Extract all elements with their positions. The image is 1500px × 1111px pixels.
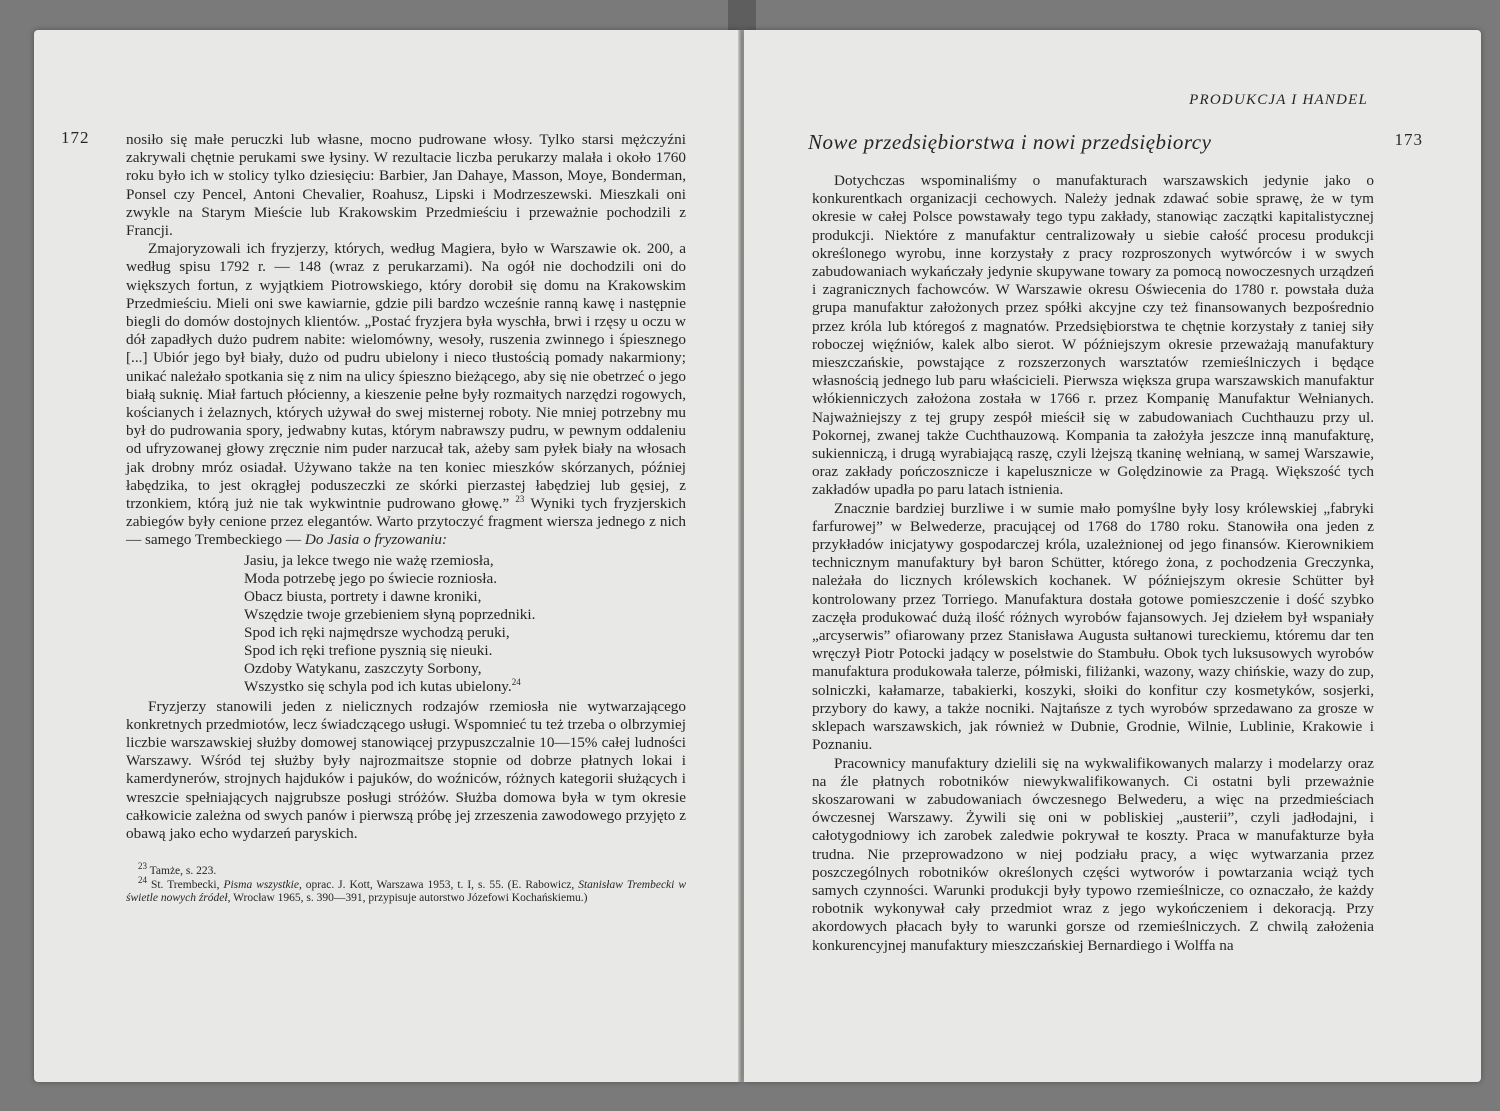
poem-line: Moda potrzebę jego po świecie rozniosła. xyxy=(244,569,498,587)
poem-line: Ozdoby Watykanu, zaszczyty Sorbony, xyxy=(244,659,482,677)
left-page xyxy=(34,30,740,1082)
left-page-text xyxy=(126,131,686,906)
footnote: $^{23}$ Tamże, s. 223. xyxy=(138,861,217,878)
poem-title: Do Jasia o fryzowaniu: xyxy=(304,531,448,549)
paragraph: nosiło się małe peruczki lub własne, mocno pudrowane włosy. Tylko starsi mężczyźni zakrywali chętnie perukami swe łysiny. W rezultacie liczba perukarzy malała i około 1760 roku było ich w stolicy tylko dziesięciu: Barbier, Jan Dahaye, Masson, Moye, Bonderman, Ponsel czy Pencel, Antoni Chevalier, Roahusz, Lipski i Modrzeszewski. Mieszkali oni zwykle na Starym Mieście lub Krakowskim Przedmieściu i przeważnie pochodzili z Francji. xyxy=(126,131,686,240)
paragraph: Pracownicy manufaktury dzielili się na wykwalifikowanych malarzy i modelarzy oraz na źle płatnych robotników niewykwalifikowanych. Ci ostatni byli przeważnie skoszarowani w zabudowaniach ówczesnego Belwederu, a więc na przedmieściach ówczesnej Warszawy. Żywili się oni w pobliskiej „austerii”, czyli jadłodajni, i całotygodniowy ich zarobek zaledwie pokrywał te koszty. Praca w manufakturze była trudna. Nie przeprowadzono w niej podziału pracy, a więc wytwarzania przez poszczególnych robotników określonych części wytworów i powtarzania wciąż tych samych czynności. Warunki produkcji były typowo rzemieślnicze, co oznaczało, że każdy robotnik wykonywał cały przedmiot wraz z jego wykończeniem i dekoracją. Przy akordowych płacach były to warunki gorsze od rzemieślniczych. Z chwilą założenia konkurencyjnej manufaktury mieszczańskiej Bernardiego i Wolffa na xyxy=(812,754,1374,954)
poem-line: Spod ich ręki najmędrsze wychodzą peruki, xyxy=(244,623,510,641)
footnotes xyxy=(126,861,686,906)
paragraph: Znacznie bardziej burzliwe i w sumie mało pomyślne były losy królewskiej „fabryki farfurowej” w Belwederze, pracującej od 1768 do 1780 roku. Stanowiła ona jeden z przykładów inicjatywy gospodarczej króla, uzależnionej od jego finansów. Kierownikiem technicznym manufaktury był baron Schütter, którego żona, z pochodzenia Greczynka, należała do licznych królewskich kochanek. W późniejszym okresie Schütter był kontrolowany przez Torriego. Manufaktura dostała gotowe pomieszczenie i dość szybko zaczęła produkować dużą ilość różnych wyrobów fajansowych. Jej dziełem był wspaniały „arcyserwis” ofiarowany przez Stanisława Augusta sułtanowi tureckiemu, któremu dar ten wręczył Piotr Potocki jadący w poselstwie do Stambułu. Obok tych luksusowych wyrobów manufaktura produkowała talerze, półmiski, filiżanki, wazony, wazy chińskie, wazy do zup, solniczki, kałamarze, tabakierki, koszyki, słoiki do konfitur czy kosmetyków, sosjerki, przybory do kawy, a także nocniki. Najtańsze z tych wyrobów sprzedawano za grosze w sklepach warszawskich, jak również w Dubnie, Grodnie, Wilnie, Lublinie, Krakowie i Poznaniu. xyxy=(812,499,1374,754)
footnote: $^{24}$ St. Trembecki, Pisma wszystkie, oprac. J. Kott, Warszawa 1953, t. I, s. 55. (E. Rabowicz, Stanisław Trembecki w świetle nowych źródeł, Wrocław 1965, s. 390—391, przypisuje autorstwo Józefowi Kochańskiemu.) xyxy=(126,875,686,905)
right-page xyxy=(744,30,1481,1082)
footnote-mark: 23 xyxy=(515,494,525,504)
page-number-right: 173 xyxy=(1394,130,1423,149)
footnote-mark: 24 xyxy=(511,676,521,687)
poem-line: Wszystko się schyla pod ich kutas ubielony.$^{24}$ xyxy=(244,676,521,695)
page-number-left: 172 xyxy=(61,128,90,147)
poem-line: Obacz biusta, portrety i dawne kroniki, xyxy=(244,587,482,605)
paragraph: Fryzjerzy stanowili jeden z nielicznych rodzajów rzemiosła nie wytwarzającego konkretnych przedmiotów, lecz świadczącego usługi. Wspomnieć tu też trzeba o olbrzymiej liczbie warszawskiej służby domowej stanowiącej przypuszczalnie 10—15% całej ludności Warszawy. Wśród tej służby były najrozmaitsze stopnie od dobrze płatnych lokai i kamerdynerów, strojnych hajduków i pajuków, do woźniców, różnych kategorii służących i wreszcie spełniających najgrubsze posługi stróżów. Służba domowa była w tym okresie całkowicie zależna od swych panów i pierwszą próbę jej zrzeszenia zawodowego przyjęto z obawą jako echo wydarzeń paryskich. xyxy=(126,697,686,843)
poem-line: Spod ich ręki trefione pysznią się nieuki. xyxy=(244,641,493,659)
section-title: Nowe przedsiębiorstwa i nowi przedsiębiorcy xyxy=(808,130,1212,154)
poem-line: Jasiu, ja lekce twego nie ważę rzemiosła, xyxy=(244,551,494,569)
paragraph: Dotychczas wspominaliśmy o manufakturach warszawskich jedynie jako o konkurentkach organizacji cechowych. Należy jednak zdawać sobie sprawę, że w tym okresie w całej Polsce powstawały tego typu zakłady, stanowiąc zaczątki kapitalistycznej produkcji. Niektóre z manufaktur centralizowały u siebie całość procesu produkcji określonego wyrobu, inne korzystały z pracy rozproszonych wytwórców i w swych zabudowaniach wykańczały jedynie skupywane towary za pomocą nowoczesnych urządzeń i zagranicznych fachowców. W Warszawie okresu Oświecenia do 1780 r. powstała duża grupa manufaktur założonych przez spółki akcyjne czy też finansowanych bezpośrednio przez króla lub któregoś z magnatów. Przedsiębiorstwa te chętnie korzystały z taniej siły roboczej więźniów, kalek albo sierot. W późniejszym okresie przeważają manufaktury mieszczańskie, powstające z rozszerzonych warsztatów rzemieślniczych i będące własnością jednego lub paru właścicieli. Pierwsza większa grupa warszawskich manufaktur włókienniczych założona została w 1766 r. przez Kompanię Manufaktur Wełnianych. Najważniejszy z tej grupy zespół mieścił się w zabudowaniach Cuchthauzu przy ul. Pokornej, zwanej także Cuchthauzową. Kompania ta założyła jeszcze inną manufakturę, sukienniczą, i drugą wyrabiającą raszę, czyli lżejszą tkaninę wełnianą, w samej Warszawie, oraz zakłady pończosznicze i kapelusznicze w Golędzinowie za Pragą. Większość tych zakładów upadła po paru latach istnienia. xyxy=(812,172,1374,499)
paragraph: Zmajoryzowali ich fryzjerzy, których, według Magiera, było w Warszawie ok. 200, a według spisu 1792 r. — 148 (wraz z perukarzami). Na ogół nie dochodzili oni do większych fortun, z wyjątkiem Piotrowskiego, który dorobił się domu na Krakowskim Przedmieściu. Mieli oni swe kawiarnie, gdzie pili bardzo wcześnie ranną kawę i następnie biegli do domów dostojnych klientów. „Postać fryzjera była wyschła, brwi i rzęsy u oczu w dół zapadłych dużo pudrem nabite: wielomówny, wesoły, ruszenia zwinnego i śpiesznego [...] Ubiór jego był biały, dużo od pudru ubielony i nieco tłustością pomady nakarmiony; unikać należało spotkania się z nim na ulicy śpieszno bieżącego, aby się nie obetrzeć o jego białą suknię. Miał fartuch płócienny, a kieszenie pełne były rozmaitych narzędzi rogowych, kościanych i żelaznych, których używał do swej misternej roboty. Nie mniej potrzebny mu był do pudrowania spory, jedwabny kutas, którym nabrawszy pudru, w pewnym oddaleniu od ufryzowanej głowy zręcznie nim puder narzucał tak, ażeby sam pyłek biały na włosach jak drobny mróz osiadał. Używano także na ten koniec mieszków skórzanych, później łabędzika, to jest okrągłej poduszeczki ze skórki pierzastej łabędziej lub gęsiej, z trzonkiem, którą już nie tak wykwintnie pudrowano głowę.” $^{23}$ Wyniki tych fryzjerskich zabiegów były cenione przez elegantów. Warto przytoczyć fragment wiersza jednego z nich — samego Trembeckiego — Do Jasia o fryzowaniu: xyxy=(126,240,687,549)
right-page-text xyxy=(812,172,1374,955)
poem-line: Wszędzie twoje grzebieniem słyną poprzedniki. xyxy=(244,605,536,623)
poem xyxy=(244,552,686,696)
running-head: PRODUKCJA I HANDEL xyxy=(1189,92,1368,108)
book-spine xyxy=(728,0,756,34)
